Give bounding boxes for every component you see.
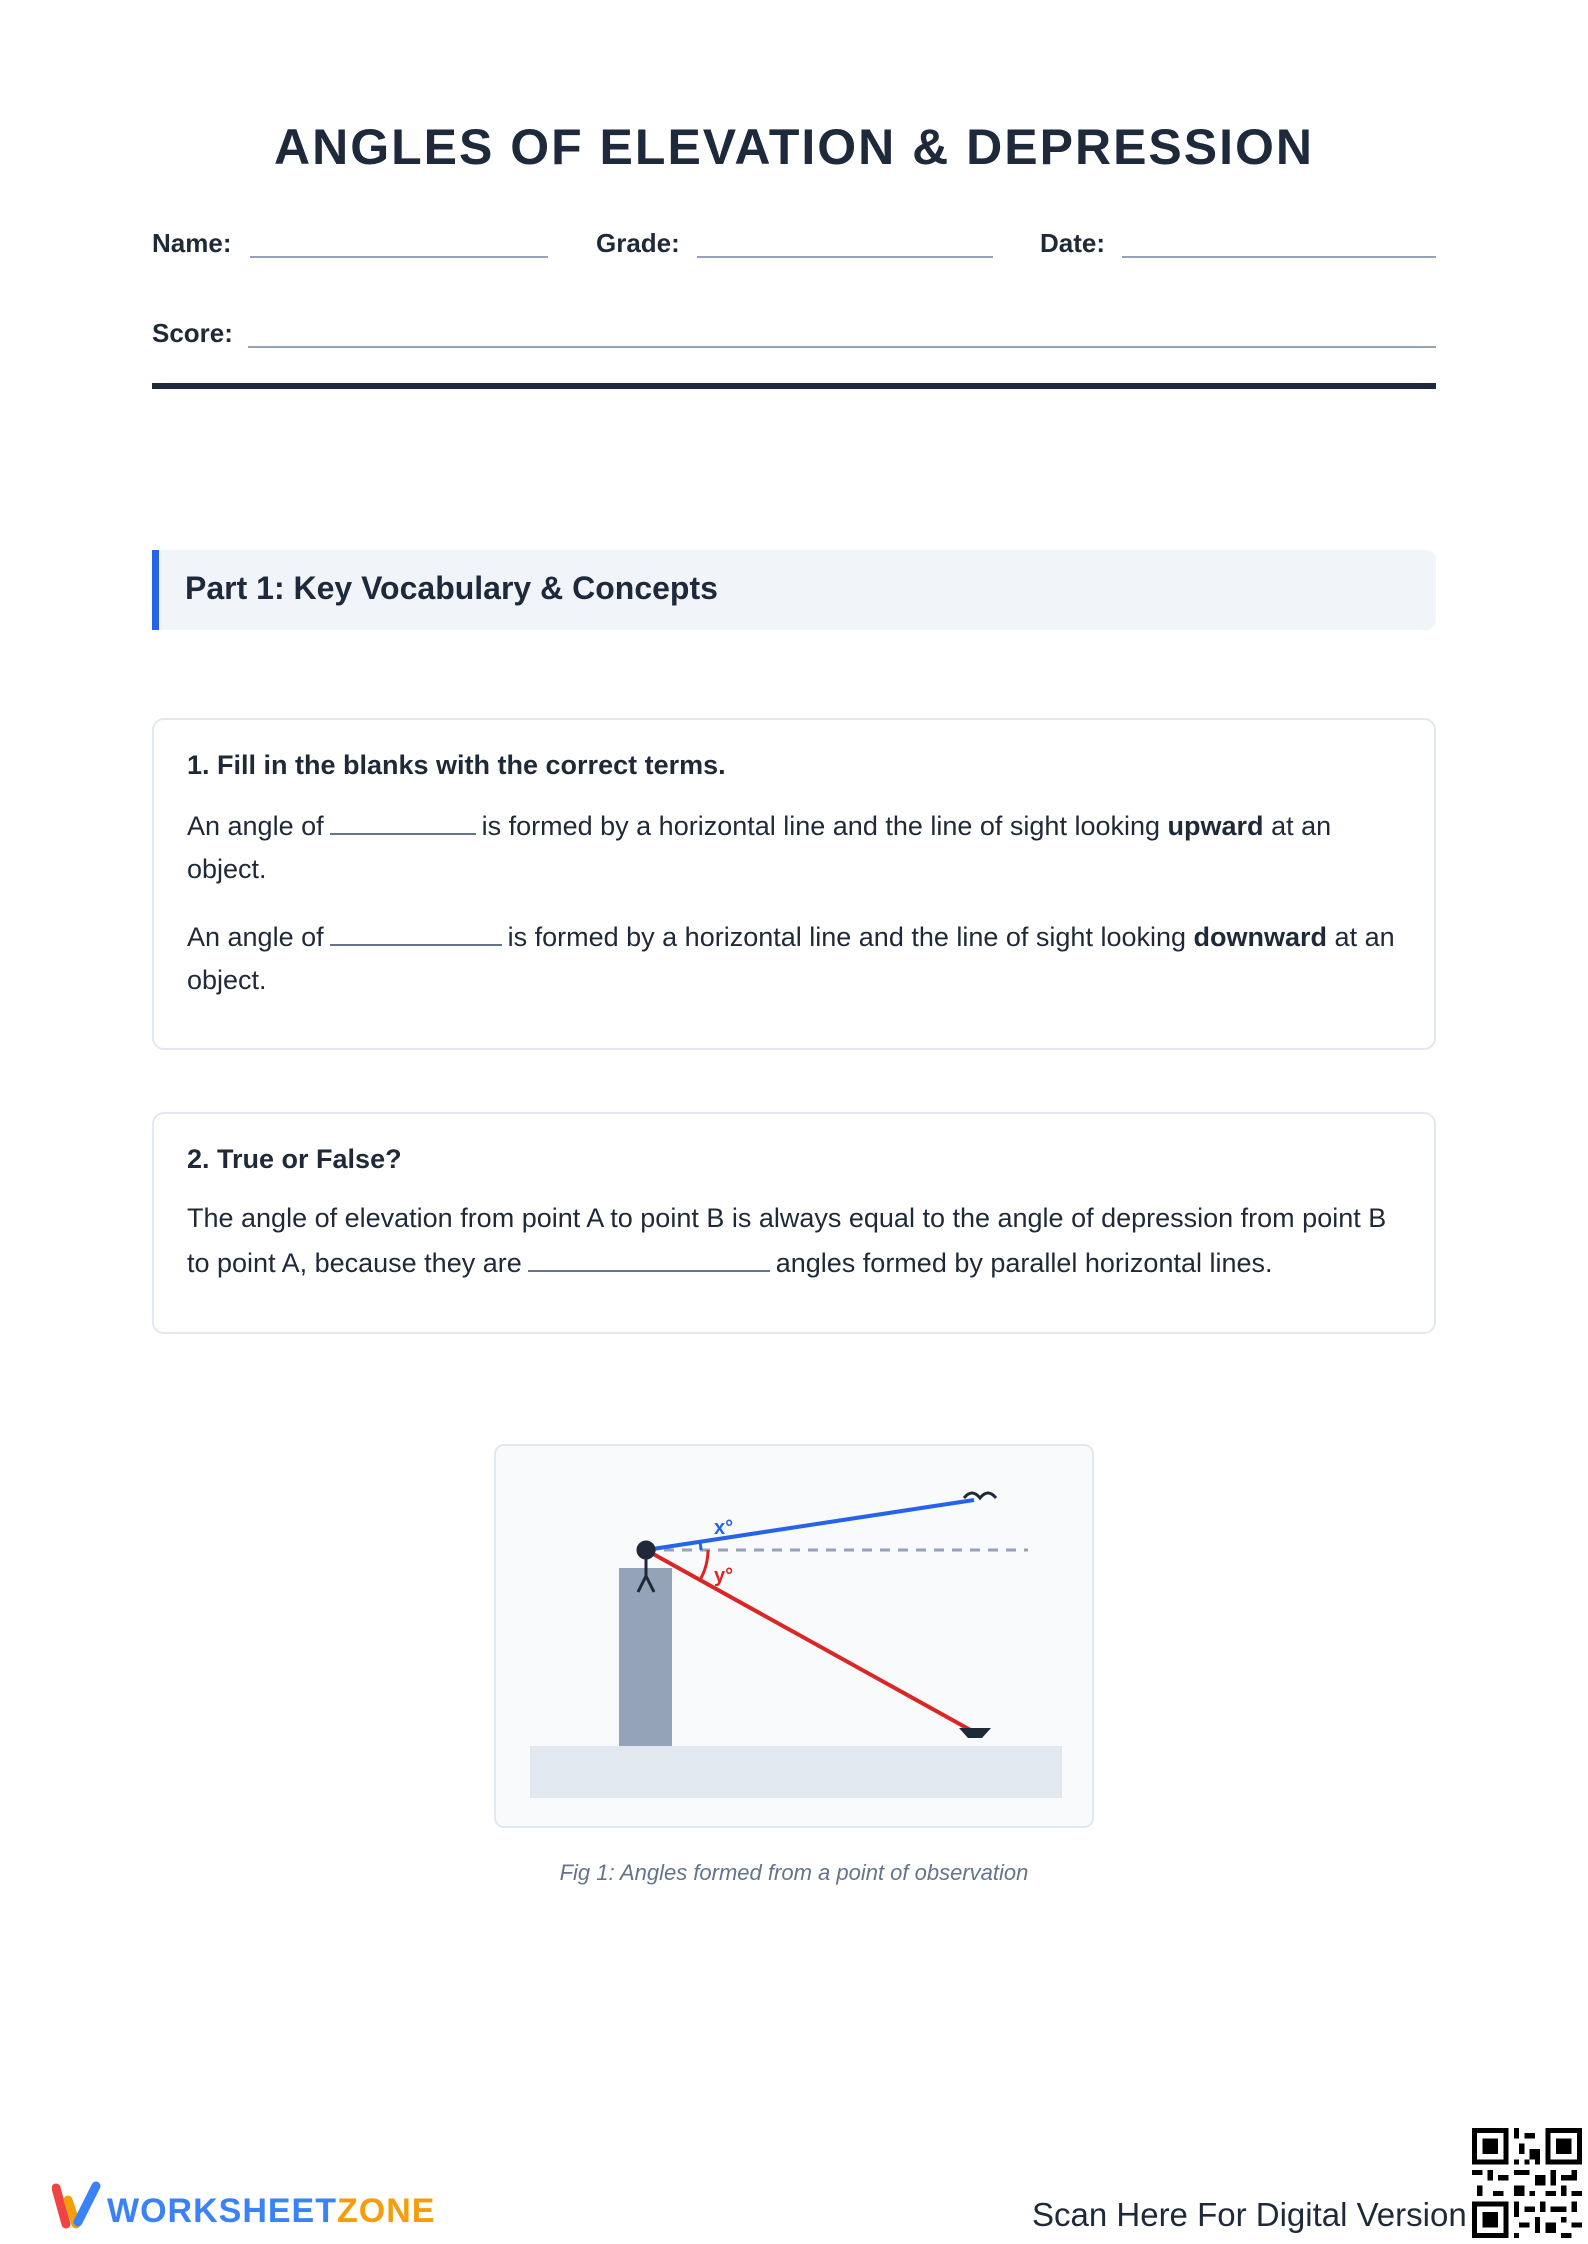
question-title: 2. True or False? [187,1144,402,1174]
date-field[interactable] [1122,256,1436,258]
score-label: Score: [152,318,233,348]
sentence-text: An angle of [187,922,324,952]
date-label: Date: [1040,228,1106,258]
figure-panel [494,1444,1094,1828]
answer-blank[interactable] [528,1240,770,1272]
grade-field[interactable] [697,256,993,258]
figure-caption: Fig 1: Angles formed from a point of observation [559,1860,1029,1885]
name-label: Name: [152,228,232,258]
label-x: x° [714,1517,734,1539]
header-divider [152,383,1436,389]
answer-blank[interactable] [330,803,476,835]
section-title: Part 1: Key Vocabulary & Concepts [185,570,718,606]
elevation-sight-line [646,1500,974,1550]
bird-icon [964,1493,996,1498]
sentence-text: at an object. [187,811,1332,884]
scan-text: Scan Here For Digital Version [1032,2196,1467,2233]
angle-diagram [496,1446,1092,1826]
brand-part-2: ZONE [337,2192,436,2230]
emphasis-text: upward [1167,811,1264,841]
page-title: ANGLES OF ELEVATION & DEPRESSION [273,119,1315,175]
sentence-text: angles formed by parallel horizontal lines. [775,1248,1273,1278]
label-y: y° [714,1565,734,1587]
score-field[interactable] [248,346,1436,348]
question-card-1 [152,718,1436,1050]
sentence-text: is formed by a horizontal line and the line of sight looking [481,811,1161,841]
elevation-angle-arc [700,1542,701,1550]
question-sentence [187,914,1402,1002]
question-sentence [187,803,1402,891]
sentence-text: The angle of elevation from point A to point B is always equal to the angle of depression from point B to point A, because they are [187,1203,1387,1278]
boat-icon [959,1728,991,1738]
ground [530,1746,1062,1798]
brand-part-1: WORKSHEET [107,2192,337,2230]
section-banner [152,550,1436,630]
question-card-2 [152,1112,1436,1334]
name-field[interactable] [250,256,548,258]
question-title: 1. Fill in the blanks with the correct terms. [187,750,726,780]
brand-name [107,2192,435,2231]
grade-label: Grade: [596,228,680,258]
answer-blank[interactable] [330,914,502,946]
question-sentence [187,1197,1402,1285]
depression-sight-line [646,1550,974,1732]
depression-angle-arc [700,1550,708,1580]
sentence-text: An angle of [187,811,324,841]
worksheetzone-logo [52,2178,102,2230]
sentence-text: is formed by a horizontal line and the line of sight looking [507,922,1187,952]
emphasis-text: downward [1193,922,1328,952]
qr-code-icon[interactable] [1472,2128,1582,2238]
sentence-text: at an object. [187,922,1395,995]
tower [619,1568,672,1746]
